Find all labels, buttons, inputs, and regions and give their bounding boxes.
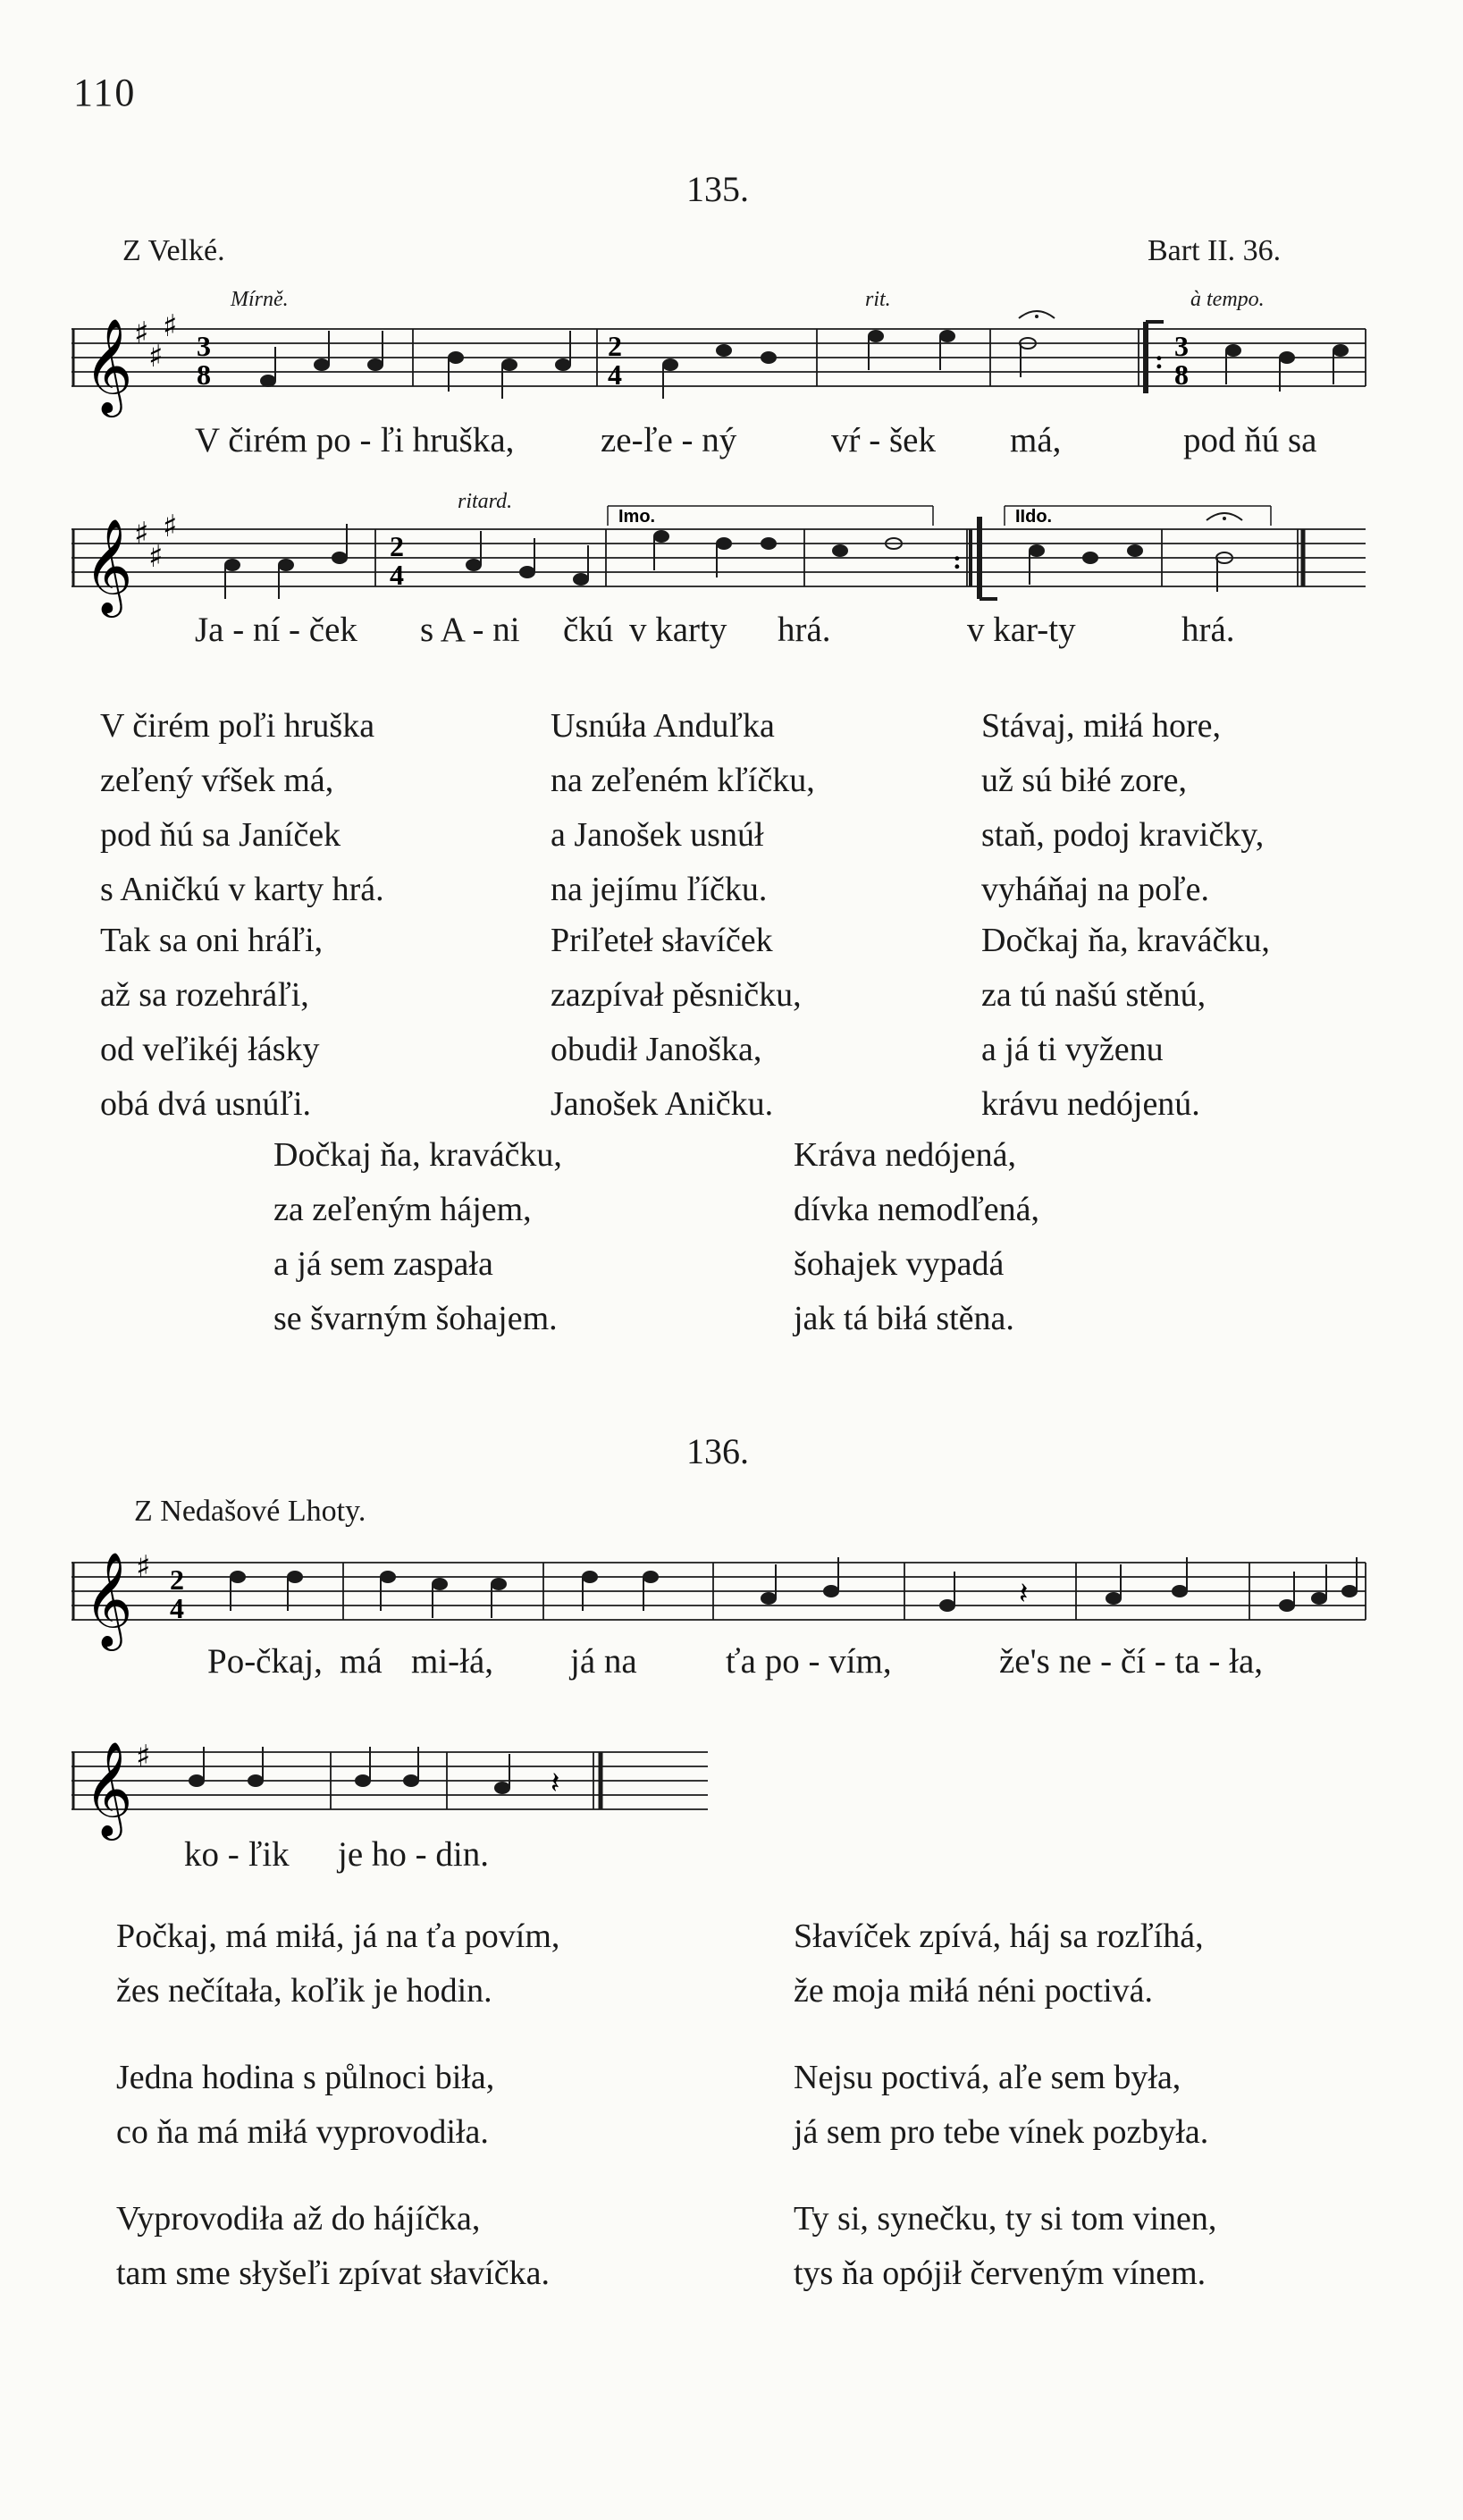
time-signature [170, 1563, 184, 1624]
stanza: Počkaj, má miłá, já na ťa povím, žes nečítała, koľik je hodin. [116, 1917, 560, 2010]
lyric-syllables: v karty [629, 611, 727, 649]
notes [189, 1747, 509, 1793]
notes [231, 1557, 1357, 1618]
svg-text:♯: ♯ [136, 1739, 151, 1774]
lyric-syllables: pod ňú sa [1183, 421, 1317, 459]
stanza: Stávaj, miłá hore, už sú biłé zore, staň, podoj kravičky, vyháňaj na poľe. [981, 707, 1265, 908]
lyric-syllables: vŕ - šek [831, 421, 936, 459]
lyric-syllables: ko - ľik [184, 1835, 290, 1874]
lyric-syllables: ze-ľe - ný [601, 421, 737, 459]
lyric-syllables: V čirém po - ľi hruška, [195, 421, 515, 459]
tempo-marking: rit. [865, 288, 891, 311]
music-staff [71, 490, 1376, 624]
lyric-syllables: já na [570, 1642, 637, 1681]
lyric-syllables: je ho - din. [338, 1835, 489, 1874]
quarter-rest-icon: 𝄽 [1019, 1578, 1029, 1611]
song-reference: Bart II. 36. [1148, 234, 1282, 267]
notes [225, 524, 1232, 599]
treble-clef-icon: 𝄞 [84, 1551, 133, 1647]
tempo-marking: à tempo. [1190, 288, 1265, 311]
stanza: Słavíček zpívá, háj sa rozľíhá, že moja miłá néni poctivá. [794, 1917, 1204, 2010]
song-source: Z Velké. [122, 234, 225, 267]
svg-text:8: 8 [1174, 358, 1189, 391]
music-staff [71, 308, 1376, 427]
svg-text:3: 3 [197, 330, 211, 362]
lyric-syllables: má [340, 1642, 383, 1681]
volta-second-ending: IIdo. [1015, 507, 1053, 527]
lyric-syllables: Ja - ní - ček [195, 611, 357, 649]
svg-text:3: 3 [1174, 330, 1189, 362]
svg-text:4: 4 [170, 1592, 184, 1624]
key-signature-sharps [136, 1549, 150, 1585]
lyric-syllables: má, [1010, 421, 1062, 459]
volta-first-ending: Imo. [618, 507, 656, 527]
svg-text:2: 2 [390, 530, 404, 562]
svg-text:♯: ♯ [134, 316, 149, 351]
quarter-rest-icon: 𝄽 [551, 1767, 560, 1800]
song-source: Z Nedašové Lhoty. [134, 1495, 366, 1528]
stanza: Ty si, synečku, ty si tom vinen, tys ňa opójił červeným vínem. [794, 2200, 1217, 2292]
svg-text:2: 2 [170, 1563, 184, 1596]
song-number: 135. [686, 169, 749, 209]
svg-text:8: 8 [197, 358, 211, 391]
key-signature-sharps [134, 509, 177, 575]
stanza: Kráva nedójená, dívka nemodľená, šohajek vypadá jak tá biłá stěna. [794, 1136, 1040, 1337]
stanza: Jedna hodina s půlnoci biła, co ňa má miłá vyprovodiła. [116, 2059, 495, 2151]
svg-text:♯: ♯ [148, 339, 164, 375]
svg-text:♯: ♯ [136, 1549, 151, 1585]
svg-text:♯: ♯ [148, 539, 164, 575]
svg-text:♯: ♯ [134, 516, 149, 552]
svg-text::: : [1155, 345, 1164, 375]
lyric-syllables: ťa po - vím, [726, 1642, 892, 1681]
treble-clef-icon: 𝄞 [84, 518, 133, 613]
stanza: Usnúła Anduľka na zeľeném kľíčku, a Janošek usnúł na jejímu ľíčku. [551, 707, 815, 908]
stanza: V čirém poľi hruška zeľený vŕšek má, pod ňú sa Janíček s Aničkú v karty hrá. [100, 707, 384, 908]
time-signature [197, 330, 1189, 391]
stanza: Vyprovodiła až do hájíčka, tam sme słyšeľi zpívat słavíčka. [116, 2200, 551, 2292]
svg-text:♯: ♯ [163, 509, 178, 544]
repeat-dots [1155, 345, 1164, 375]
lyric-syllables: že's ne - čí - ta - ła, [999, 1642, 1264, 1681]
svg-text:♯: ♯ [163, 308, 178, 344]
lyric-syllables: čkú [563, 611, 614, 649]
stanza: Dočkaj ňa, kraváčku, za zeľeným hájem, a já sem zaspała se švarným šohajem. [273, 1136, 562, 1337]
repeat-dots [953, 545, 962, 575]
stanza: Tak sa oni hráľi, až sa rozehráľi, od veľikéj łásky obá dvá usnúľi. [100, 922, 324, 1123]
tempo-marking: Mírně. [231, 288, 289, 311]
stanza: Priľeteł słavíček zazpívał pěsničku, obudił Janoška, Janošek Aničku. [551, 922, 802, 1123]
lyric-syllables: mi-łá, [411, 1642, 494, 1681]
lyric-syllables: hrá. [778, 611, 831, 649]
music-staff [71, 1734, 715, 1842]
svg-text:2: 2 [608, 330, 622, 362]
lyric-syllables: Po-čkaj, [207, 1642, 323, 1681]
stanza: Dočkaj ňa, kraváčku, za tú našú stěnú, a já ti vyženu krávu nedójenú. [981, 922, 1270, 1123]
stanza: Nejsu poctivá, aľe sem była, já sem pro tebe vínek pozbyła. [794, 2059, 1209, 2151]
treble-clef-icon: 𝄞 [84, 317, 133, 413]
treble-clef-icon: 𝄞 [84, 1740, 133, 1836]
lyric-syllables: v kar-ty [967, 611, 1076, 649]
lyric-syllables: s A - ni [420, 611, 520, 649]
svg-text:4: 4 [390, 559, 404, 591]
key-signature-sharps [136, 1739, 150, 1774]
tempo-marking: ritard. [458, 490, 513, 513]
song-number: 136. [686, 1431, 749, 1471]
svg-text::: : [953, 545, 962, 575]
music-staff [71, 1541, 1376, 1648]
svg-text:4: 4 [608, 358, 622, 391]
time-signature [390, 530, 404, 591]
page-number: 110 [73, 71, 137, 114]
key-signature-sharps [134, 308, 177, 375]
lyric-syllables: hrá. [1181, 611, 1235, 649]
